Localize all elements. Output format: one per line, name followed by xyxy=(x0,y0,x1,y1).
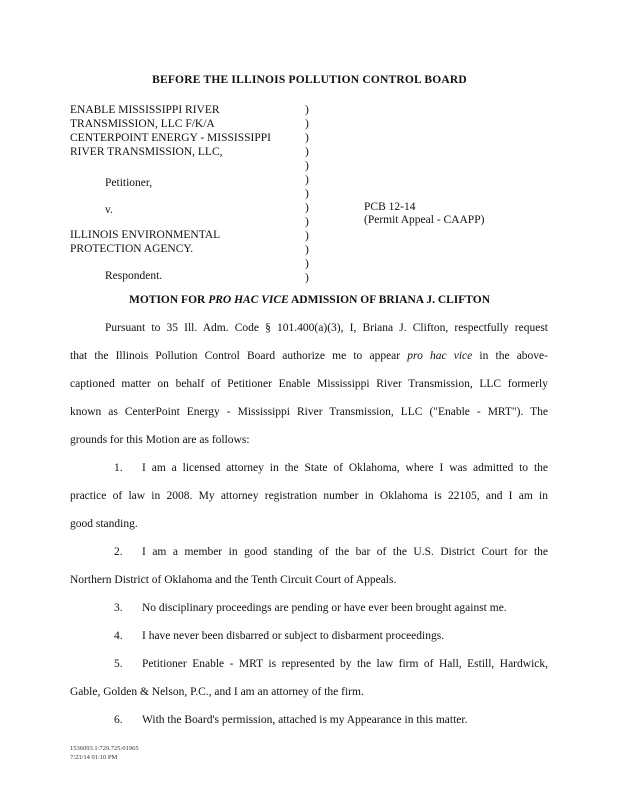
caption-paren: ) xyxy=(305,202,309,214)
item-3-line-1: No disciplinary proceedings are pending or have ever been brought against me. xyxy=(142,602,507,614)
item-number: 4. xyxy=(114,630,123,642)
pro-hac-vice-italic: pro hac vice xyxy=(407,350,473,362)
caption-paren: ) xyxy=(305,146,309,158)
intro-line-2-text: that the Illinois Pollution Control Board authorize me to appear pro hac vice in the above- xyxy=(70,350,548,362)
petitioner-name-line-3: CENTERPOINT ENERGY - MISSISSIPPI xyxy=(70,132,271,144)
item-number: 5. xyxy=(114,658,123,670)
caption-paren: ) xyxy=(305,244,309,256)
intro-line: captioned matter on behalf of Petitioner Enable Mississippi River Transmission, LLC formerly xyxy=(70,378,548,390)
caption-paren: ) xyxy=(305,230,309,242)
caption-paren: ) xyxy=(305,118,309,130)
motion-title-post: ADMISSION OF BRIANA J. CLIFTON xyxy=(288,294,491,306)
item-4-line-1: I have never been disbarred or subject to disbarment proceedings. xyxy=(142,630,445,642)
petitioner-name-line-4: RIVER TRANSMISSION, LLC, xyxy=(70,146,223,158)
case-number: PCB 12-14 xyxy=(364,201,416,213)
intro-line: Pursuant to 35 Ill. Adm. Code § 101.400(a)(3), I, Briana J. Clifton, respectfully request xyxy=(105,322,548,334)
document-timestamp: 7/23/14 01:10 PM xyxy=(70,754,118,761)
versus: v. xyxy=(105,204,113,216)
motion-title xyxy=(0,294,619,306)
caption-paren: ) xyxy=(305,104,309,116)
intro-line xyxy=(70,350,548,362)
item-1-line-2: practice of law in 2008. My attorney registration number in Oklahoma is 22105, and I am in xyxy=(70,490,548,502)
caption-paren: ) xyxy=(305,216,309,228)
item-5-line-2: Gable, Golden & Nelson, P.C., and I am an attorney of the firm. xyxy=(70,686,364,698)
item-1-line-1: I am a licensed attorney in the State of Oklahoma, where I was admitted to the xyxy=(142,462,548,474)
respondent-role: Respondent. xyxy=(105,270,163,282)
document-id: 1536093.1:729.725:01965 xyxy=(70,745,139,752)
item-number: 6. xyxy=(114,714,123,726)
item-6-line-1: With the Board's permission, attached is my Appearance in this matter. xyxy=(142,714,468,726)
item-2-line-2: Northern District of Oklahoma and the Tenth Circuit Court of Appeals. xyxy=(70,574,397,586)
item-2-line-1: I am a member in good standing of the bar of the U.S. District Court for the xyxy=(142,546,548,558)
respondent-name-line-2: PROTECTION AGENCY. xyxy=(70,243,194,255)
board-title: BEFORE THE ILLINOIS POLLUTION CONTROL BOARD xyxy=(152,74,467,86)
petitioner-role: Petitioner, xyxy=(105,177,153,189)
item-number: 1. xyxy=(114,462,123,474)
caption-paren: ) xyxy=(305,188,309,200)
caption-paren: ) xyxy=(305,272,309,284)
item-number: 3. xyxy=(114,602,123,614)
caption-paren: ) xyxy=(305,160,309,172)
intro-line: known as CenterPoint Energy - Mississippi River Transmission, LLC ("Enable - MRT"). The xyxy=(70,406,548,418)
motion-title-italic: PRO HAC VICE xyxy=(208,294,289,306)
case-type: (Permit Appeal - CAAPP) xyxy=(364,214,485,226)
caption-paren: ) xyxy=(305,174,309,186)
item-number: 2. xyxy=(114,546,123,558)
caption-paren: ) xyxy=(305,132,309,144)
item-5-line-1: Petitioner Enable - MRT is represented by the law firm of Hall, Estill, Hardwick, xyxy=(142,658,548,670)
intro-line: grounds for this Motion are as follows: xyxy=(70,434,250,446)
petitioner-name-line-1: ENABLE MISSISSIPPI RIVER xyxy=(70,104,220,116)
respondent-name-line-1: ILLINOIS ENVIRONMENTAL xyxy=(70,229,221,241)
motion-title-pre: MOTION FOR xyxy=(128,294,209,306)
caption-paren: ) xyxy=(305,258,309,270)
petitioner-name-line-2: TRANSMISSION, LLC F/K/A xyxy=(70,118,215,130)
item-1-line-3: good standing. xyxy=(70,518,138,530)
